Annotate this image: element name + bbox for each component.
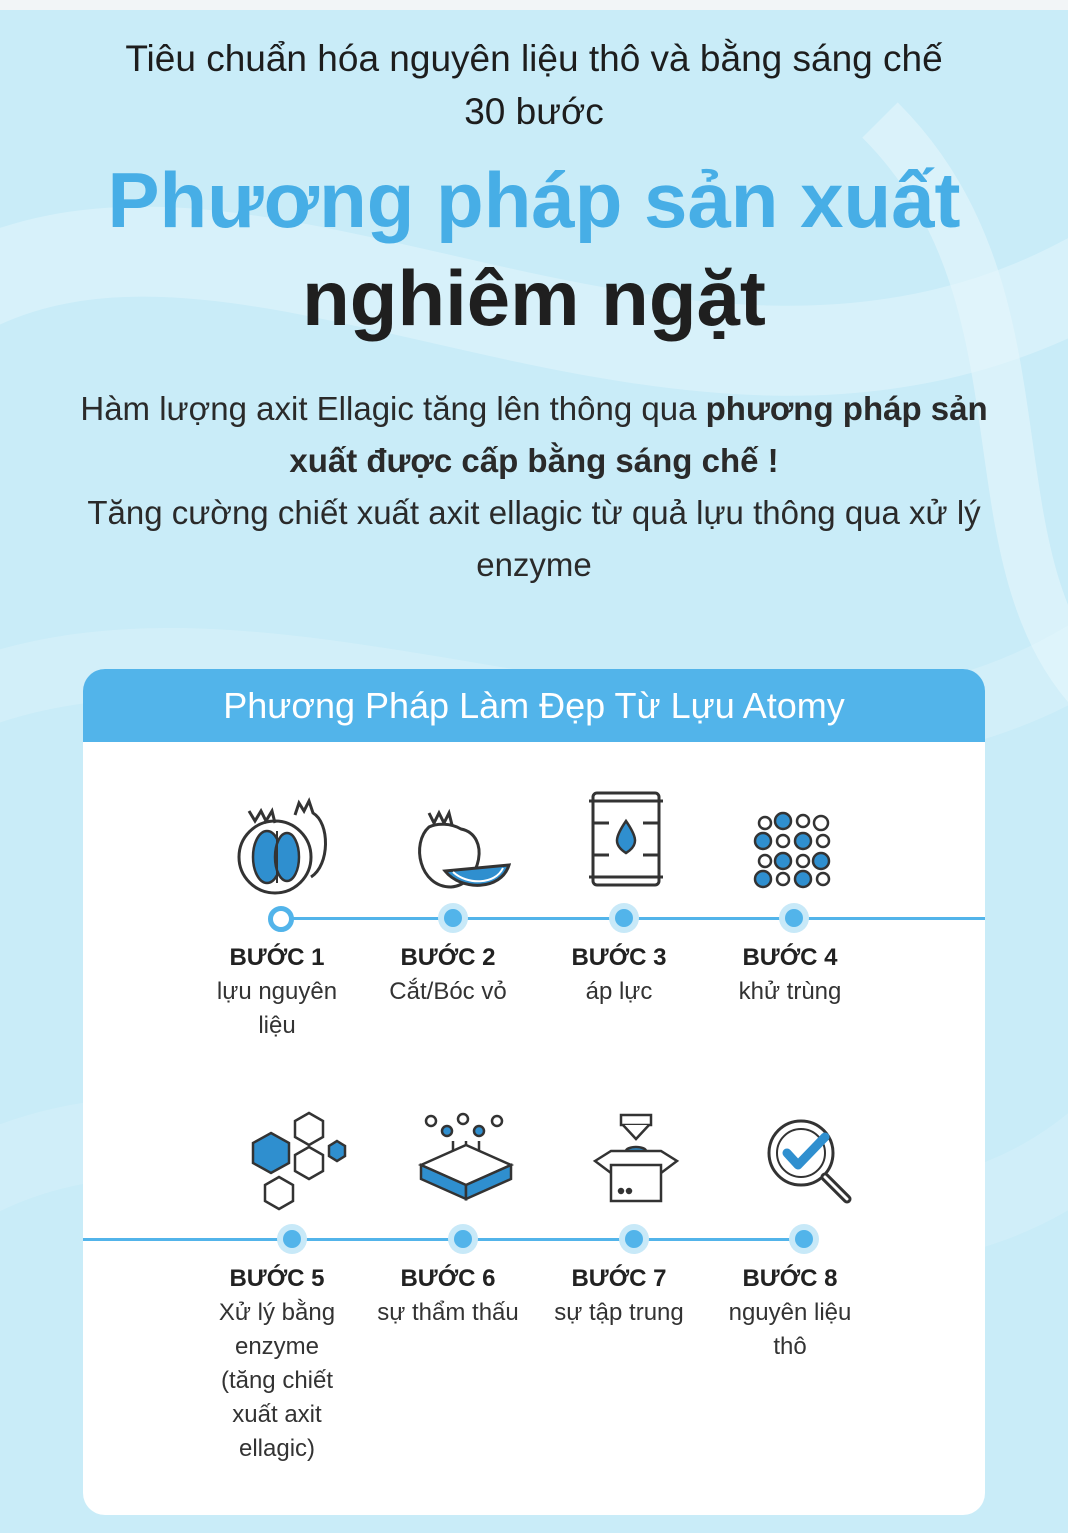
step-7-dot — [625, 1230, 643, 1248]
step-1-dot — [268, 906, 294, 932]
subtitle — [60, 32, 1008, 138]
headline-dark: nghiêm ngặt — [302, 254, 766, 342]
step-7-label: BƯỚC 7 — [571, 1265, 667, 1292]
step-8-dot — [795, 1230, 813, 1248]
process-card — [83, 669, 985, 1515]
hexagon-molecule-icon — [241, 1105, 351, 1215]
timeline-row-1 — [282, 917, 985, 920]
step-4-desc: khử trùng — [738, 978, 842, 1005]
step-6-label: BƯỚC 6 — [400, 1265, 496, 1292]
intro-text — [70, 383, 998, 591]
pomegranate-halves-icon — [225, 795, 335, 905]
osmosis-layers-icon — [411, 1101, 521, 1211]
step-2-dot — [444, 909, 462, 927]
timeline-row-2 — [83, 1238, 805, 1241]
step-5-label: BƯỚC 5 — [229, 1265, 325, 1292]
headline-blue: Phương pháp sản xuất — [107, 156, 961, 244]
intro-paragraph-2: Tăng cường chiết xuất axit ellagic từ quả lựu thông qua xử lý enzyme — [87, 494, 981, 583]
step-3-label: BƯỚC 3 — [571, 944, 667, 971]
step-6 — [363, 1262, 533, 1330]
step-1-desc: lựu nguyên liệu — [216, 978, 338, 1039]
step-7-desc: sự tập trung — [554, 1299, 684, 1326]
step-4 — [705, 941, 875, 1009]
intro-p1-bold: phương pháp sản xuất được cấp bằng sáng chế ! — [289, 390, 988, 479]
step-3-desc: áp lực — [585, 978, 653, 1005]
step-3-dot — [615, 909, 633, 927]
step-3 — [534, 941, 704, 1009]
step-1 — [192, 941, 362, 1043]
step-4-label: BƯỚC 4 — [742, 944, 838, 971]
subtitle-line-1: Tiêu chuẩn hóa nguyên liệu thô và bằng sáng chế — [125, 38, 943, 79]
step-5-dot — [283, 1230, 301, 1248]
concentration-box-icon — [581, 1105, 691, 1215]
top-divider — [0, 0, 1068, 10]
magnifier-check-icon — [753, 1105, 863, 1215]
step-6-desc: sự thẩm thấu — [377, 1299, 519, 1326]
intro-p1-normal: Hàm lượng axit Ellagic tăng lên thông qua — [80, 390, 706, 427]
step-4-dot — [785, 909, 803, 927]
particles-icon — [739, 799, 849, 909]
step-6-dot — [454, 1230, 472, 1248]
step-5-desc: Xử lý bằng enzyme (tăng chiết xuất axit ellagic) — [218, 1299, 336, 1462]
step-8 — [705, 1262, 875, 1364]
step-5 — [192, 1262, 362, 1466]
step-7 — [534, 1262, 704, 1330]
pomegranate-slice-icon — [401, 795, 511, 905]
step-2 — [363, 941, 533, 1009]
step-8-label: BƯỚC 8 — [742, 1265, 838, 1292]
step-2-desc: Cắt/Bóc vỏ — [389, 978, 507, 1005]
intro-paragraph-1 — [70, 383, 998, 487]
card-title: Phương Pháp Làm Đẹp Từ Lựu Atomy — [83, 669, 985, 742]
step-8-desc: nguyên liệu thô — [728, 1299, 852, 1360]
subtitle-line-2: 30 bước — [464, 91, 604, 132]
pressure-barrel-icon — [571, 787, 681, 897]
step-1-label: BƯỚC 1 — [229, 944, 325, 971]
step-2-label: BƯỚC 2 — [400, 944, 496, 971]
